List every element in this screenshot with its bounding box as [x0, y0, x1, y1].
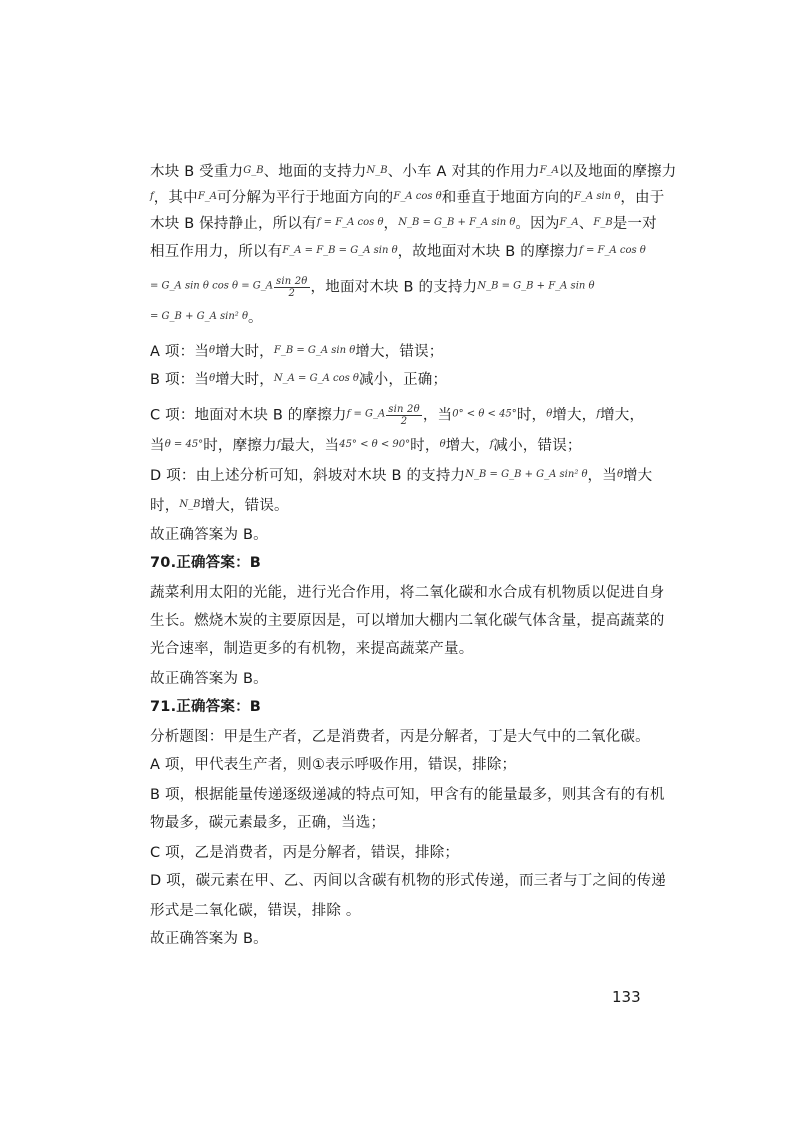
text-run: C 项，乙是消费者，丙是分解者，错误，排除； [150, 845, 460, 861]
math-expression: θ [209, 345, 216, 356]
text-run: 增大，错误。 [200, 498, 289, 514]
math-expression: F_A [559, 217, 579, 228]
text-run: 、 [578, 216, 594, 232]
math-expression: f [276, 439, 281, 450]
math-expression: F_A [197, 191, 217, 202]
math-expression: f = F_A cos θ [579, 245, 646, 256]
text-line [150, 466, 652, 484]
text-run: 、小车 A 对其的作用力 [387, 164, 540, 180]
text-run: 蔬菜利用太阳的光能，进行光合作用，将二氧化碳和水合成有机物质以促进自身 [150, 585, 665, 601]
text-run: ，由于 [620, 190, 665, 206]
text-run: C 项：地面对木块 B 的摩擦力 [150, 407, 347, 424]
text-run: D 项：由上述分析可知，斜坡对木块 B 的支持力 [150, 468, 466, 484]
text-line [150, 640, 473, 658]
math-expression: N_B = G_B + F_A sin θ [398, 217, 516, 228]
text-run: 形式是二氧化碳，错误，排除 。 [150, 903, 361, 919]
text-run: 当 [150, 438, 165, 454]
text-line [150, 404, 645, 427]
math-expression: = G_A sin θ cos θ = G_A [150, 280, 273, 292]
text-line [150, 728, 650, 746]
text-run: 、地面的支持力 [263, 164, 367, 180]
text-line [150, 584, 665, 602]
math-expression: = G_B + G_A sin² θ [150, 311, 248, 322]
text-line [150, 930, 268, 948]
text-line [150, 496, 289, 514]
text-run: 光合速率，制造更多的有机物，来提高蔬菜产量。 [150, 641, 474, 657]
text-run: 以及地面的摩擦力 [558, 164, 677, 180]
page-number: 133 [612, 988, 641, 1006]
text-run: 时， [410, 438, 440, 454]
text-line [150, 902, 361, 920]
text-run: ，地面对木块 B 的支持力 [310, 279, 478, 296]
text-run: 故正确答案为 B。 [150, 931, 268, 947]
text-run: 71.正确答案：B [150, 699, 262, 715]
text-line [150, 436, 582, 454]
fraction-numerator: sin 2θ [276, 276, 308, 287]
text-run: 减小，错误； [493, 438, 582, 454]
text-line [150, 342, 443, 360]
text-line [150, 844, 459, 862]
fraction-numerator: sin 2θ [388, 404, 420, 415]
text-run: 是一对 [612, 216, 657, 232]
math-expression: θ [616, 469, 623, 480]
answer-heading [150, 698, 261, 716]
text-line [150, 162, 676, 180]
text-run: 可分解为平行于地面方向的 [216, 190, 394, 206]
text-line [150, 814, 385, 832]
text-line [150, 276, 595, 299]
answer-heading [150, 554, 261, 572]
text-run: 和垂直于地面方向的 [441, 190, 574, 206]
text-line [150, 214, 657, 232]
text-line [150, 612, 665, 630]
math-expression: N_B = G_B + F_A sin θ [477, 280, 595, 292]
text-run: 木块 B 受重力 [150, 164, 244, 180]
text-line [150, 756, 516, 774]
text-line [150, 786, 665, 804]
text-run: 物最多，碳元素最多，正确，当选； [150, 815, 386, 831]
math-expression: f [489, 439, 494, 450]
text-line [150, 370, 447, 388]
math-expression: θ [439, 439, 446, 450]
math-expression: θ = 45° [164, 439, 204, 450]
math-fraction [386, 404, 422, 427]
math-expression: f = F_A cos θ [316, 217, 384, 228]
math-expression: f [150, 191, 154, 202]
text-run: A 项，甲代表生产者，则①表示呼吸作用，错误，排除； [150, 757, 517, 773]
text-run: 故正确答案为 B。 [150, 527, 268, 543]
text-run: 增大， [600, 407, 645, 424]
math-expression: f = G_A [346, 408, 386, 420]
text-run: 故正确答案为 B。 [150, 671, 268, 687]
text-line [150, 872, 666, 890]
text-run: 最大，当 [280, 438, 340, 454]
text-run: 。因为 [515, 216, 560, 232]
text-run: 相互作用力，所以有 [150, 244, 283, 260]
math-expression: G_B [243, 165, 264, 176]
text-line [150, 670, 268, 688]
math-expression: 45° < θ < 90° [339, 439, 411, 450]
text-line [150, 308, 263, 326]
fraction-denominator: 2 [288, 288, 296, 299]
text-run: 增大时， [215, 344, 274, 360]
text-run: 增大， [552, 407, 597, 424]
text-run: ，其中 [153, 190, 198, 206]
math-expression: f [596, 408, 601, 420]
text-run: D 项，碳元素在甲、乙、丙间以含碳有机物的形式传递，而三者与丁之间的传递 [150, 873, 666, 889]
text-run: 增大 [622, 468, 653, 484]
text-run: 时，摩擦力 [203, 438, 277, 454]
text-run: 时， [516, 407, 547, 424]
text-run: ，当 [587, 468, 617, 484]
math-expression: N_B = G_B + G_A sin² θ [465, 469, 588, 480]
math-expression: N_B [179, 499, 201, 510]
math-expression: F_A cos θ [393, 191, 442, 202]
math-expression: θ [546, 408, 553, 420]
text-line [150, 188, 664, 206]
text-run: 木块 B 保持静止，所以有 [150, 216, 317, 232]
math-expression: 0° < θ < 45° [452, 408, 517, 420]
text-run: 增大时， [215, 372, 274, 388]
text-run: ，故地面对木块 B 的摩擦力 [397, 244, 580, 260]
text-run: A 项：当 [150, 344, 210, 360]
fraction-denominator: 2 [400, 416, 408, 427]
text-run: B 项，根据能量传递逐级递减的特点可知，甲含有的能量最多，则其含有的有机 [150, 787, 665, 803]
text-run: ，当 [422, 407, 453, 424]
text-line [150, 242, 646, 260]
text-run: 增大， [445, 438, 490, 454]
text-run: 减小，正确； [358, 372, 448, 388]
text-run: ， [383, 216, 399, 232]
text-run: 分析题图：甲是生产者，乙是消费者，丙是分解者，丁是大气中的二氧化碳。 [150, 729, 650, 745]
text-run: B 项：当 [150, 372, 210, 388]
math-expression: F_B [593, 217, 613, 228]
math-expression: F_A = F_B = G_A sin θ [282, 245, 398, 256]
text-run: 70.正确答案：B [150, 555, 262, 571]
text-run: 时， [150, 498, 180, 514]
math-fraction [274, 276, 310, 299]
math-expression: N_B [366, 165, 388, 176]
math-expression: F_B = G_A sin θ [273, 345, 356, 356]
text-run: 生长。燃烧木炭的主要原因是，可以增加大棚内二氧化碳气体含量，提高蔬菜的 [150, 613, 665, 629]
math-expression: θ [209, 373, 216, 384]
text-line [150, 526, 268, 544]
text-run: 增大，错误； [355, 344, 444, 360]
text-run: 。 [248, 310, 263, 326]
math-expression: F_A [539, 165, 559, 176]
math-expression: N_A = G_A cos θ [273, 373, 359, 384]
math-expression: F_A sin θ [574, 191, 621, 202]
